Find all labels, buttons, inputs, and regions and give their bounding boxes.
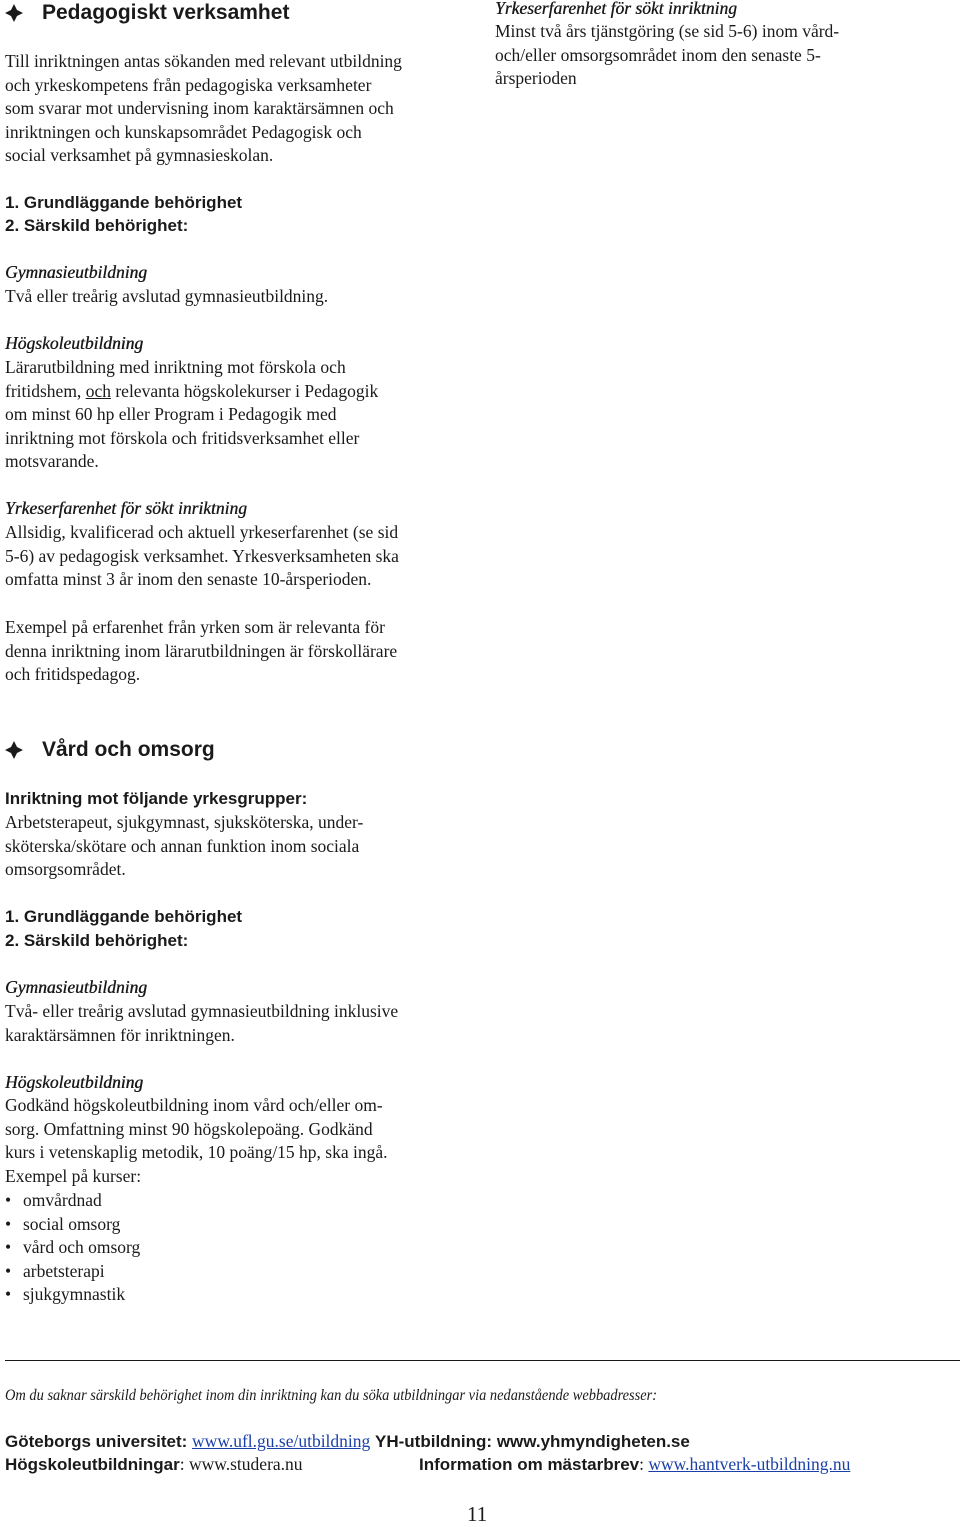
info-link[interactable]: www.hantverk-utbildning.nu xyxy=(648,1454,851,1474)
intro-line: och yrkeskompetens från pedagogiska verksamheter xyxy=(5,74,372,95)
section-title-vard: Vård och omsorg xyxy=(42,738,215,761)
hog-line: Godkänd högskoleutbildning inom vård och/eller om- xyxy=(5,1095,383,1115)
hog-heading: Högskoleutbildning xyxy=(5,1072,144,1092)
gym-paragraph xyxy=(5,1000,398,1047)
groups-line: Arbetsterapeut, sjukgymnast, sjuksköterska, under- xyxy=(5,812,364,832)
info-sep: : xyxy=(639,1454,649,1474)
yrk-heading: Yrkeserfarenhet för sökt inriktning xyxy=(5,498,247,518)
gym-heading: Gymnasieutbildning xyxy=(5,262,147,282)
footer-note: Om du saknar särskild behörighet inom din inriktning kan du söka utbildningar via nedanstående webbadresser: xyxy=(5,1387,658,1404)
hog-line: inriktning mot förskola och fritidsverksamhet eller xyxy=(5,427,360,448)
yrk-line: 5-6) av pedagogisk verksamhet. Yrkesverksamheten ska xyxy=(5,545,399,566)
right-line: årsperioden xyxy=(495,68,577,89)
example-line: och fritidspedagog. xyxy=(5,664,141,685)
gym-text: Två eller treårig avslutad gymnasieutbildning. xyxy=(5,286,329,306)
gym-line: Två- eller treårig avslutad gymnasieutbildning inklusive xyxy=(5,1001,399,1021)
yrk-line: omfatta minst 3 år inom den senaste 10-årsperioden. xyxy=(5,569,372,590)
example-line: Exempel på erfarenhet från yrken som är relevanta för xyxy=(5,617,385,637)
footer-links-row-1 xyxy=(5,1430,690,1454)
hog-text: relevanta högskolekurser i Pedagogik xyxy=(110,380,379,401)
hog-text: fritidshem, xyxy=(5,380,86,401)
groups-heading: Inriktning mot följande yrkesgrupper: xyxy=(5,789,308,808)
groups-paragraph xyxy=(5,811,363,882)
hog-line xyxy=(5,380,378,404)
req-special: 2. Särskild behörighet: xyxy=(5,216,189,235)
diamond-bullet-icon xyxy=(4,3,24,23)
example-paragraph xyxy=(5,616,397,687)
section-title-pedagogiskt: Pedagogiskt verksamhet xyxy=(42,1,290,24)
hog-paragraph xyxy=(5,356,378,474)
gu-label: Göteborgs universitet: xyxy=(5,1432,188,1451)
hog-line: motsvarande. xyxy=(5,451,99,472)
list-item: • social omsorg xyxy=(5,1213,140,1237)
req-special: 2. Särskild behörighet: xyxy=(5,931,189,950)
right-paragraph xyxy=(495,20,839,91)
intro-line: som svarar mot undervisning inom karaktärsämnen och xyxy=(5,98,394,119)
hog-line: Lärarutbildning med inriktning mot förskola och xyxy=(5,357,346,377)
right-line: Minst två års tjänstgöring (se sid 5-6) inom vård- xyxy=(495,21,840,41)
yrk-line: Allsidig, kvalificerad och aktuell yrkeserfarenhet (se sid xyxy=(5,522,399,542)
hs-value: : www.studera.nu xyxy=(179,1454,303,1474)
hog-line: om minst 60 hp eller Program i Pedagogik med xyxy=(5,404,337,425)
list-item: • sjukgymnastik xyxy=(5,1283,140,1307)
hog-paragraph xyxy=(5,1094,388,1188)
list-item: • arbetsterapi xyxy=(5,1260,140,1284)
intro-line: social verksamhet på gymnasieskolan. xyxy=(5,145,274,166)
underlined-word: och xyxy=(85,380,111,401)
right-line: och/eller omsorgsområdet inom den senaste 5- xyxy=(495,44,821,65)
right-heading: Yrkeserfarenhet för sökt inriktning xyxy=(495,0,737,18)
diamond-bullet-icon xyxy=(4,740,24,760)
req-basic: 1. Grundläggande behörighet xyxy=(5,193,243,212)
hog-line: kurs i vetenskaplig metodik, 10 poäng/15 hp, ska ingå. xyxy=(5,1142,388,1163)
hog-heading: Högskoleutbildning xyxy=(5,333,144,353)
example-line: denna inriktning inom lärarutbildningen är förskollärare xyxy=(5,640,398,661)
gym-line: karaktärsämnen för inriktningen. xyxy=(5,1024,235,1045)
info-label: Information om mästarbrev xyxy=(419,1455,640,1474)
hog-line: sorg. Omfattning minst 90 högskolepoäng. Godkänd xyxy=(5,1118,373,1139)
yh-label: YH-utbildning: xyxy=(375,1432,493,1451)
gym-heading: Gymnasieutbildning xyxy=(5,977,147,997)
list-item: • omvårdnad xyxy=(5,1189,140,1213)
intro-paragraph xyxy=(5,50,402,168)
yh-value: www.yhmyndigheten.se xyxy=(496,1432,690,1451)
req-basic: 1. Grundläggande behörighet xyxy=(5,907,243,926)
footer-links-row-2 xyxy=(5,1453,303,1477)
groups-line: sköterska/skötare och annan funktion inom sociala xyxy=(5,835,360,856)
groups-line: omsorgsområdet. xyxy=(5,859,126,880)
footer-divider xyxy=(5,1360,960,1361)
gu-link[interactable]: www.ufl.gu.se/utbildning xyxy=(192,1431,371,1451)
intro-line: Till inriktningen antas sökanden med relevant utbildning xyxy=(5,51,402,71)
list-item: • vård och omsorg xyxy=(5,1236,140,1260)
footer-info xyxy=(419,1453,850,1477)
hog-line: Exempel på kurser: xyxy=(5,1165,142,1186)
page-number: 11 xyxy=(467,1502,488,1526)
course-list xyxy=(5,1189,140,1307)
yrk-paragraph xyxy=(5,521,399,592)
intro-line: inriktningen och kunskapsområdet Pedagogisk och xyxy=(5,121,362,142)
hs-label: Högskoleutbildningar xyxy=(5,1455,180,1474)
